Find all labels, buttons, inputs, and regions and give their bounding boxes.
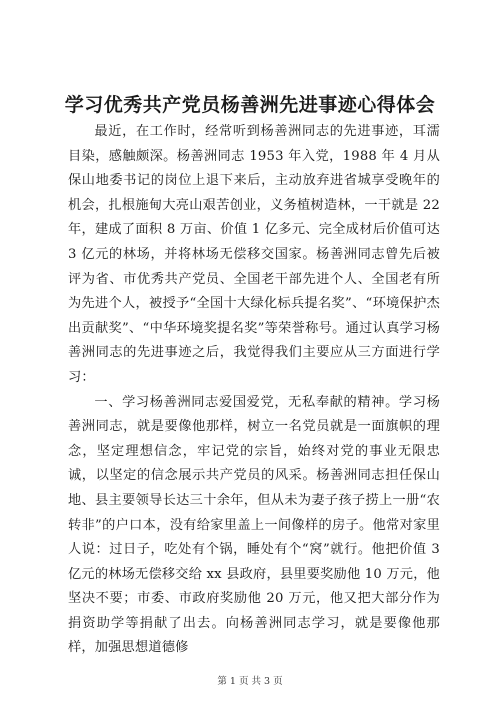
document-title: 学习优秀共产党员杨善洲先进事迹心得体会 bbox=[64, 94, 436, 116]
page-footer: 第 1 页 共 3 页 bbox=[217, 676, 283, 687]
paragraph-point-one: 一、学习杨善洲同志爱国爱党，无私奉献的精神。学习杨善洲同志，就是要像他那样，树立一名党员就是一面旗帜的理念，坚定理想信念，牢记党的宗旨，始终对党的事业无限忠诚，以坚定的信念展示共产党员的风采。杨善洲同志担任保山地、县主要领导长达三十余年，但从未为妻子孩子捞上一册“农转非”的户口本，没有给家里盖上一间像样的房子。他常对家里人说：过日子，吃处有个锅，睡处有个“窝”就行。他把价值 3 亿元的林场无偿移交给 xx 县政府，县里要奖励他 10 万元，他坚决不要；市委、市政府奖励他 20 万元，他又把大部分作为捐资助学等捐献了出去。向杨善洲同志学习，就是要像他那样，加强思想道德修 bbox=[68, 394, 440, 656]
paragraph-intro: 最近，在工作时，经常听到杨善洲同志的先进事迹，耳濡目染，感触颇深。杨善洲同志 1953 年入党，1988 年 4 月从保山地委书记的岗位上退下来后，主动放弃进省城享受晚年的机会，扎根施甸大亮山艰苦创业，义务植树造林，一干就是 22 年，建成了面积 8 万亩、价值 1 亿多元、完全成材后价值可达 3 亿元的林场，并将林场无偿移交国家。杨善洲同志曾先后被评为省、市优秀共产党员、全国老干部先进个人、全国老有所为先进个人，被授予“全国十大绿化标兵提名奖”、“环境保护杰出贡献奖”、“中华环境奖提名奖”等荣誉称号。通过认真学习杨善洲同志的先进事迹之后，我觉得我们主要应从三方面进行学习： bbox=[68, 124, 440, 385]
document-body bbox=[68, 120, 440, 661]
